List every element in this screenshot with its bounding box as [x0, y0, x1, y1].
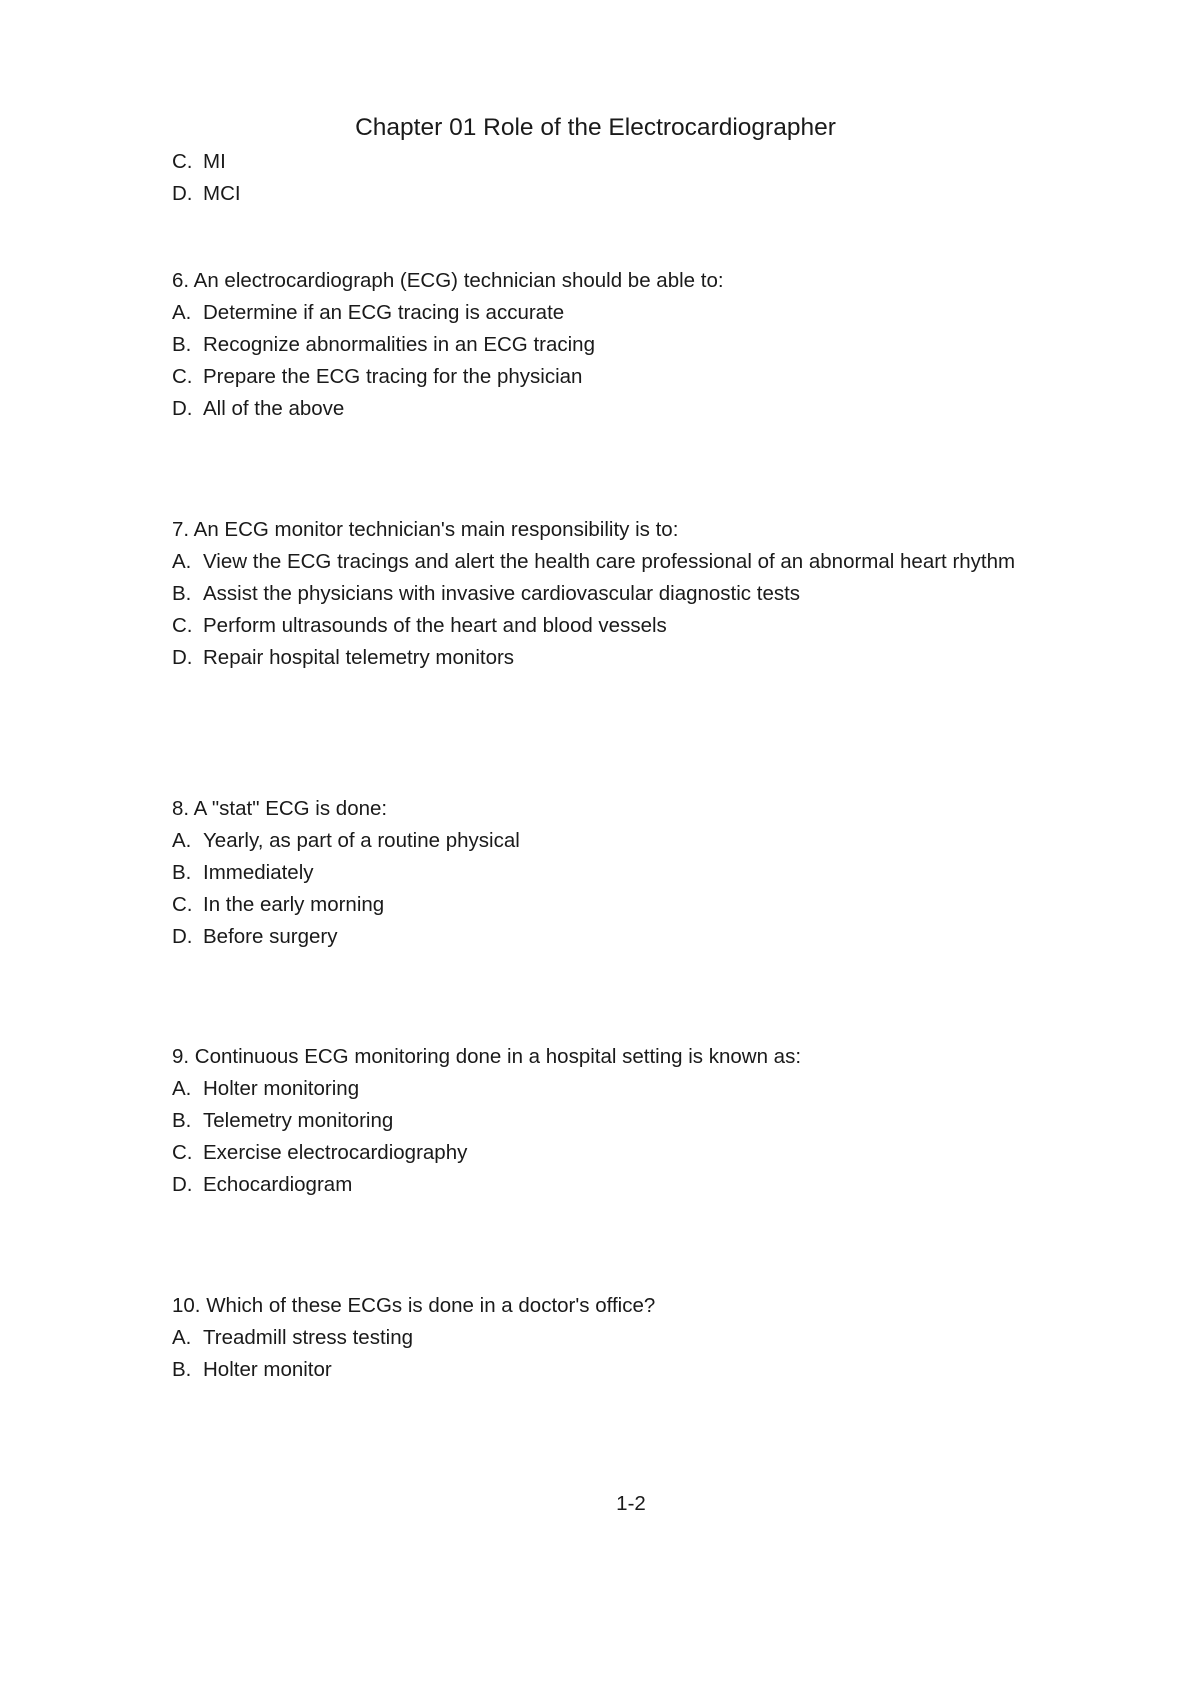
option-text: View the ECG tracings and alert the health care professional of an abnormal heart rhythm: [203, 550, 1016, 573]
option-d: [172, 642, 1052, 674]
option-letter: C.: [172, 1141, 193, 1164]
question-6: [172, 265, 1052, 425]
option-letter: B.: [172, 861, 192, 884]
question-stem: 9. Continuous ECG monitoring done in a hospital setting is known as:: [172, 1045, 802, 1068]
option-a: [172, 825, 1052, 857]
option-letter: C.: [172, 150, 193, 173]
option-text: Immediately: [203, 861, 314, 884]
question-stem: 10. Which of these ECGs is done in a doctor's office?: [172, 1294, 656, 1317]
option-letter: C.: [172, 614, 193, 637]
option-text: Echocardiogram: [203, 1173, 353, 1196]
option-d: [172, 393, 1052, 425]
option-c: [172, 146, 1052, 178]
option-text: Perform ultrasounds of the heart and blood vessels: [203, 614, 667, 637]
question-8: [172, 793, 1052, 953]
option-text: All of the above: [203, 397, 345, 420]
option-text: Repair hospital telemetry monitors: [203, 646, 515, 669]
page-title: Chapter 01 Role of the Electrocardiographer: [355, 114, 836, 141]
page-number: 1-2: [616, 1492, 646, 1515]
option-text: Assist the physicians with invasive cardiovascular diagnostic tests: [203, 582, 801, 605]
option-letter: C.: [172, 893, 193, 916]
option-letter: B.: [172, 333, 192, 356]
option-letter: D.: [172, 1173, 193, 1196]
option-c: [172, 361, 1052, 393]
option-b: [172, 329, 1052, 361]
question-10: [172, 1290, 1052, 1386]
option-c: [172, 889, 1052, 921]
option-letter: A.: [172, 301, 192, 324]
question-stem: 7. An ECG monitor technician's main responsibility is to:: [172, 518, 679, 541]
option-text: Treadmill stress testing: [203, 1326, 413, 1349]
option-c: [172, 1137, 1052, 1169]
option-letter: D.: [172, 646, 193, 669]
option-text: Telemetry monitoring: [203, 1109, 394, 1132]
option-letter: A.: [172, 829, 192, 852]
option-a: [172, 297, 1052, 329]
option-letter: B.: [172, 1358, 192, 1381]
question-9: [172, 1041, 1052, 1201]
option-text: Recognize abnormalities in an ECG tracing: [203, 333, 595, 356]
option-a: [172, 546, 1052, 578]
option-text: In the early morning: [203, 893, 385, 916]
option-text: Exercise electrocardiography: [203, 1141, 468, 1164]
option-c: [172, 610, 1052, 642]
option-b: [172, 578, 1052, 610]
option-letter: B.: [172, 582, 192, 605]
question-stem: 6. An electrocardiograph (ECG) technician should be able to:: [172, 269, 724, 292]
option-text: Before surgery: [203, 925, 338, 948]
option-d: [172, 1169, 1052, 1201]
option-text: Determine if an ECG tracing is accurate: [203, 301, 565, 324]
option-text: Yearly, as part of a routine physical: [203, 829, 520, 852]
option-letter: D.: [172, 182, 193, 205]
option-letter: A.: [172, 1077, 192, 1100]
question-7: [172, 514, 1052, 674]
option-letter: A.: [172, 550, 192, 573]
option-a: [172, 1322, 1052, 1354]
option-text: Prepare the ECG tracing for the physician: [203, 365, 583, 388]
option-text: Holter monitoring: [203, 1077, 360, 1100]
option-d: [172, 921, 1052, 953]
option-letter: B.: [172, 1109, 192, 1132]
option-b: [172, 1354, 1052, 1386]
option-d: [172, 178, 1052, 210]
leading-options: [172, 146, 1052, 210]
question-stem: 8. A "stat" ECG is done:: [172, 797, 388, 820]
option-letter: C.: [172, 365, 193, 388]
option-text: Holter monitor: [203, 1358, 332, 1381]
option-b: [172, 1105, 1052, 1137]
option-letter: D.: [172, 397, 193, 420]
option-b: [172, 857, 1052, 889]
option-letter: A.: [172, 1326, 192, 1349]
option-text: MI: [203, 150, 226, 173]
option-a: [172, 1073, 1052, 1105]
option-text: MCI: [203, 182, 241, 205]
option-letter: D.: [172, 925, 193, 948]
